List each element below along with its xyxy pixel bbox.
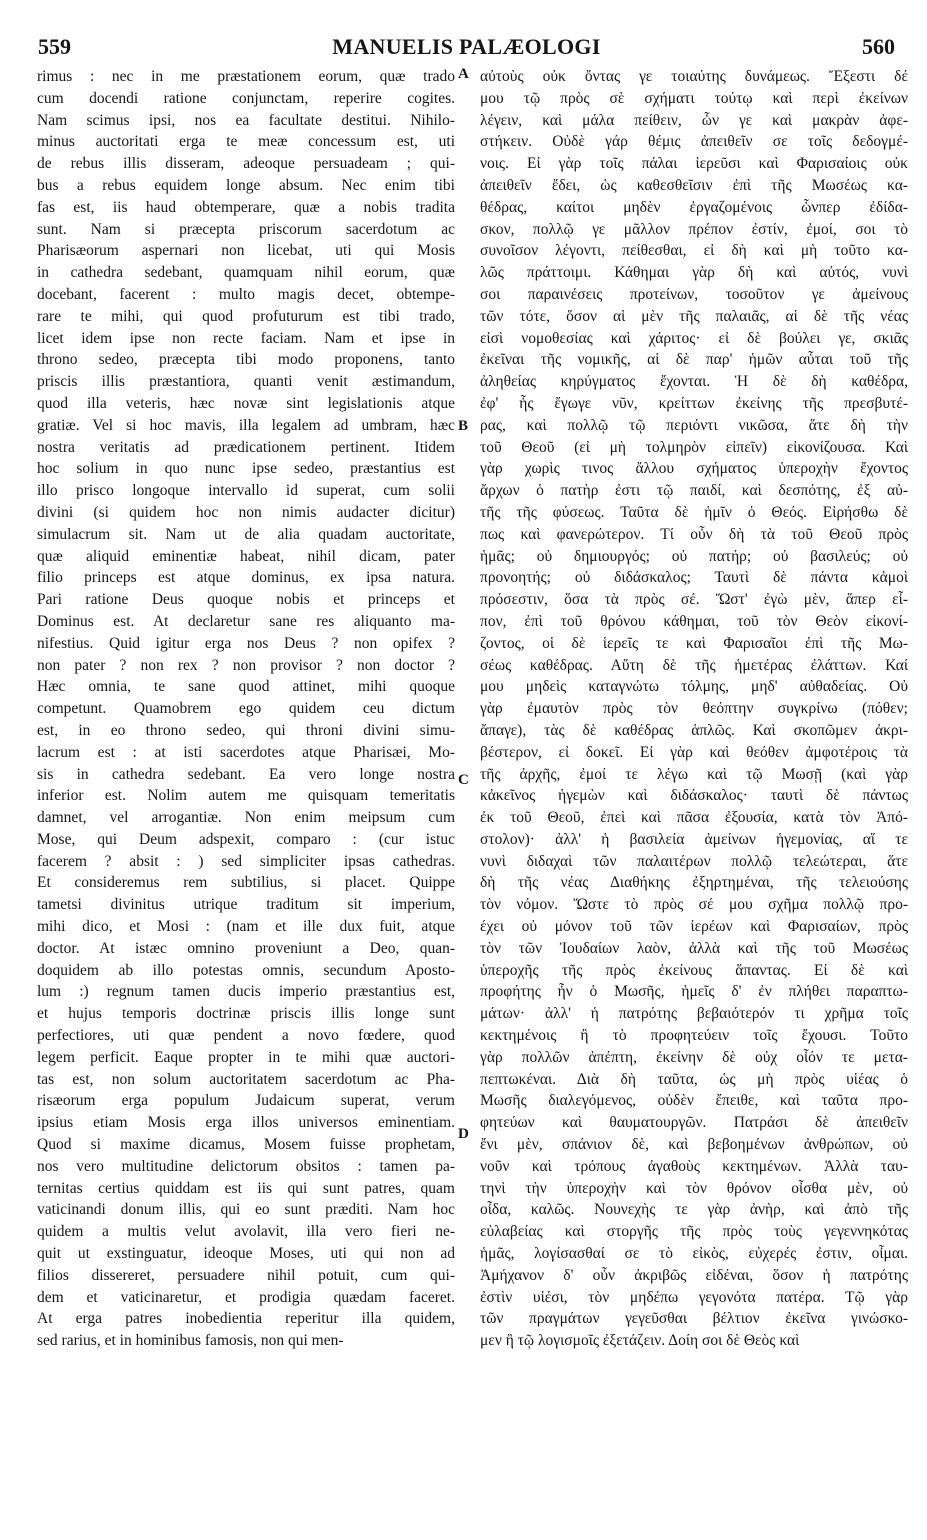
latin-text-line: quit ut exstinguatur, ideoque Moses, uti qui non ad bbox=[37, 1245, 455, 1263]
latin-text-line: priscis illis præstantiora, quanti venit æstimandum, bbox=[37, 373, 455, 391]
margin-marker-d: D bbox=[458, 1126, 469, 1142]
greek-text-line: ζοντος, οἱ δὲ ἱερεῖς τε καὶ Φαρισαῖοι ἐπὶ τῆς Μω- bbox=[480, 634, 908, 652]
greek-text-line: τὸν τῶν Ἰουδαίων λαὸν, ἀλλὰ καὶ τῆς τοῦ Μωσέως bbox=[480, 939, 908, 957]
latin-text-line: simulacrum sit. Nam ut de alia quadam auctoritate, bbox=[37, 525, 455, 543]
latin-text-line: sed rarius, et in hominibus famosis, non qui men- bbox=[37, 1332, 344, 1350]
latin-text-line: doquidem ab illo potestas omnis, secundum Aposto- bbox=[37, 961, 455, 979]
latin-text-line: facerem ? absit : ) sed simpliciter ipsas cathedras. bbox=[37, 852, 455, 870]
greek-text-line: σοι παραινέσεις προτείνων, τοσοῦτον γε ἀμείνους bbox=[480, 285, 908, 303]
greek-text-line: μάτων· ἀλλ' ἡ πατρότης βεβαιότερόν τι χρῆμα τοῖς bbox=[480, 1005, 908, 1023]
greek-text-line: βέστερον, εἰ δοκεῖ. Εἰ γὰρ καὶ θεόθεν ἀμφοτέροις τὰ bbox=[480, 743, 908, 761]
greek-text-line: ἐστὶν υἱέσι, τὸν μηδέπω γεγονότα πατέρα. Τῷ γὰρ bbox=[480, 1288, 908, 1306]
latin-text-line: filios dissereret, persuadere nihil potuit, cum qui- bbox=[37, 1266, 455, 1284]
greek-text-line: πως καὶ φανερώτερον. Τί οὖν δὴ τὰ τοῦ Θεοῦ πρὸς bbox=[480, 525, 908, 543]
greek-text-line: πον, ἐπὶ τοῦ θρόνου κάθημαι, τοῦ τὸν Θεὸν εἰκονί- bbox=[480, 612, 908, 630]
latin-text-line: mihi dico, et Mosi : (nam et ille dux fuit, atque bbox=[37, 918, 455, 936]
greek-text-line: ἐκεῖναι τῆς νομικῆς, αἱ δὲ παρ' ἡμῶν αὗται τοῦ τῆς bbox=[480, 351, 908, 369]
greek-text-line: γὰρ ἐμαυτὸν πρὸς τὸν θεόπτην συγκρίνω (πόθεν; bbox=[480, 700, 908, 718]
latin-text-line: Quod si maxime dicamus, Mosem fuisse prophetam, bbox=[37, 1136, 455, 1154]
latin-text-line: quidem a multis velut avolavit, illa vero fieri ne- bbox=[37, 1223, 455, 1241]
latin-text-line: rimus : nec in me præstationem eorum, quæ trado bbox=[37, 68, 455, 85]
page-number-left: 559 bbox=[38, 34, 71, 59]
greek-text-line: εἰσὶ νομοθεσίας καὶ χάριτος· εἰ δὲ βούλει γε, σκιᾶς bbox=[480, 329, 908, 347]
greek-text-line: οἶδα, καλῶς. Νουνεχὴς τε γὰρ ἀνὴρ, καὶ ἀπὸ τῆς bbox=[480, 1201, 908, 1219]
latin-text-line: dem et vaticinaretur, et prodigia quædam faceret. bbox=[37, 1288, 455, 1306]
latin-text-line: hoc solium in quo nunc ipse sedeo, præstantius est bbox=[37, 460, 455, 478]
latin-text-line: nos vero multitudine delictorum obsitos : tamen pa- bbox=[37, 1157, 455, 1175]
latin-text-line: ipsius etiam Mosis erga illos universos eminentiam. bbox=[37, 1114, 455, 1132]
greek-text-line: τὸν νόμον. Ὥστε τὸ πρὸς σέ μου σχῆμα πολλῷ προ- bbox=[480, 896, 908, 914]
greek-text-line: ἔνι μὲν, σπάνιον δὲ, καὶ βεβοημένων ἀνθρώπων, οὐ bbox=[480, 1136, 908, 1154]
latin-text-line: legem perficit. Eaque propter in te mihi quæ auctori- bbox=[37, 1048, 455, 1066]
greek-text-line: ἄρχων ὁ πατὴρ ἐστι τῷ παιδί, καὶ δεσπότης, ἐξ αὐ- bbox=[480, 482, 908, 500]
latin-text-line: fas est, iis haud obtemperare, quæ a nobis tradita bbox=[37, 198, 455, 216]
latin-text-line: de rebus illis disseram, adeoque persuadeam ; qui- bbox=[37, 155, 455, 173]
latin-text-line: risæorum erga populum Judaicum superat, verum bbox=[37, 1092, 455, 1110]
greek-text-line: τῶν τότε, ὅσον αἱ μὲν τῆς παλαιᾶς, αἱ δὲ τῆς νέας bbox=[480, 307, 908, 325]
latin-text-line: Nam scimus ipsi, nos ea facultate destitui. Nihilo- bbox=[37, 111, 455, 129]
latin-text-line: Pharisæorum aspernari non licebat, uti qui Mosis bbox=[37, 242, 455, 260]
greek-text-line: ἄπαγε), τὰς δὲ καθέδρας ἁπλῶς. Καὶ σκοπῶμεν ἀκρι- bbox=[480, 721, 908, 739]
latin-text-line: gratiæ. Vel si hoc mavis, illa legalem ad umbram, hæc bbox=[37, 416, 455, 434]
latin-text-line: sis in cathedra sedebant. Ea vero longe nostra bbox=[37, 765, 455, 783]
latin-text-line: in cathedra sedebant, quamquam nihil eorum, quæ bbox=[37, 264, 455, 282]
latin-text-line: Dominus est. At declaretur sane res aliquanto ma- bbox=[37, 612, 455, 630]
greek-text-line: στολον)· ἀλλ' ἡ βασιλεία ἀμείνων ἡγεμονίας, αἵ τε bbox=[480, 830, 908, 848]
greek-text-line: Ἀμήχανον δ' οὖν ἀκριβῶς εἰδέναι, ὅσον ἡ πατρότης bbox=[480, 1266, 908, 1284]
margin-marker-b: B bbox=[458, 418, 469, 434]
latin-text-line: licet idem ipse non recte faciam. Nam et ipse in bbox=[37, 329, 455, 347]
latin-text-line: docebant, facerent : multo magis decet, obtempe- bbox=[37, 285, 455, 303]
latin-text-line: At erga patres inobedientia reperitur illa quidem, bbox=[37, 1310, 455, 1328]
greek-text-line: κἀκεῖνος ἡγεμὼν καὶ διδάσκαλος· ταυτὶ δὲ πάντως bbox=[480, 787, 908, 805]
margin-marker-c: C bbox=[458, 772, 469, 788]
latin-text-line: quæ aliquid eminentiæ habeat, nihil dicam, pater bbox=[37, 547, 455, 565]
latin-text-line: filio princeps est atque dominus, ex ipsa natura. bbox=[37, 569, 455, 587]
latin-text-line: damnet, vel arrogantiæ. Non enim meipsum cum bbox=[37, 809, 455, 827]
latin-text-line: competunt. Quamobrem ego quidem ceu dictum bbox=[37, 700, 455, 718]
greek-text-line: ὑπεροχῆς τῆς πρὸς ἐκείνους ἅπαντας. Εἰ δὲ καὶ bbox=[480, 961, 908, 979]
latin-text-line: lacrum est : at isti sacerdotes atque Pharisæi, Mo- bbox=[37, 743, 455, 761]
greek-text-line: ρας, καὶ πολλῷ τῷ περιόντι νικῶσα, ἅτε δὴ τὴν bbox=[480, 416, 908, 434]
greek-text-line: έχει οὐ μόνον τοῦ τῶν ἱερέων καὶ Φαρισαίων, πρὸς bbox=[480, 918, 908, 936]
latin-text-line: vaticinandi donum illis, qui eo sunt præditi. Nam hoc bbox=[37, 1201, 455, 1219]
greek-text-line: δὴ τῆς νέας Διαθήκης ἐξηρτημέναι, τῆς τελειούσης bbox=[480, 874, 908, 892]
latin-text-line: inferior est. Nolim autem me quisquam temeritatis bbox=[37, 787, 455, 805]
greek-text-line: τηνὶ τὴν ὑπεροχὴν καὶ τὸν θρόνον οἶσθα μὲν, οὐ bbox=[480, 1179, 908, 1197]
greek-text-line: νοῦν καὶ τρόπους ἀγαθοὺς κεκτημένων. Ἀλλὰ ταυ- bbox=[480, 1157, 908, 1175]
latin-text-line: doctor. At istæc omnino proveniunt a Deo, quan- bbox=[37, 939, 455, 957]
greek-text-line: θέδρας, καίτοι μηδὲν ἐργαζομένοις ὧνπερ ἐδίδα- bbox=[480, 198, 908, 216]
greek-text-line: ἐφ' ἧς ἔγωγε νῦν, κρείττων ἐκείνης τῆς πρεσβυτέ- bbox=[480, 394, 908, 412]
latin-text-line: ternitas certius quiddam est iis qui sunt patres, quam bbox=[37, 1179, 455, 1197]
latin-text-line: rare te mihi, qui quod profuturum est tibi trado, bbox=[37, 307, 455, 325]
latin-text-line: et hujus temporis doctrinæ priscis illis longe sunt bbox=[37, 1005, 455, 1023]
greek-text-line: πρόσεστιν, ὅσα τὰ πρὸς σέ. Ὥστ' ἐγὼ μὲν, ἅπερ εἶ- bbox=[480, 591, 908, 609]
greek-text-line: ἀπειθεῖν ἔδει, ὡς καθεσθεῖσιν ἐπὶ τῆς Μωσέως κα- bbox=[480, 176, 908, 194]
latin-text-line: Pari ratione Deus quoque nobis et princeps et bbox=[37, 591, 455, 609]
latin-text-line: non pater ? non rex ? non provisor ? non doctor ? bbox=[37, 656, 455, 674]
latin-text-line: est, in eo throno sedeo, qui throni divini simu- bbox=[37, 721, 455, 739]
greek-text-line: εὐλαβείας καὶ στοργῆς τῆς πρὸς τοὺς γεγεννηκότας bbox=[480, 1223, 908, 1241]
latin-text-line: cum docendi ratione conjunctam, reperire cogites. bbox=[37, 89, 455, 107]
greek-text-line: νοις. Εἰ γὰρ τοῖς πάλαι ἱερεῦσι καὶ Φαρισαίοις οὐκ bbox=[480, 155, 908, 173]
latin-text-line: Et consideremus rem subtilius, si placet. Quippe bbox=[37, 874, 455, 892]
greek-text-line: ἡμᾶς, λογίσασθαί σε τὸ εἰκὸς, εὐχερές ἐστιν, οἶμαι. bbox=[480, 1245, 908, 1263]
latin-text-line: illo prisco longoque intervallo id superat, cum solii bbox=[37, 482, 455, 500]
greek-text-line: ἐκ τοῦ Θεοῦ, ἐπεὶ καὶ πᾶσα ἐξουσία, κατὰ τὸν Ἀπό- bbox=[480, 809, 908, 827]
greek-text-line: Μωσῆς διαλεγόμενος, οὐδὲν ἔπειθε, καὶ ταῦτα προ- bbox=[480, 1092, 908, 1110]
greek-text-line: τῶν πραγμάτων γεγεῦσθαι βέλτιον ἐκεῖνα γινώσκο- bbox=[480, 1310, 908, 1328]
latin-text-line: quod illa veteris, hæc novæ sint legislationis atque bbox=[37, 394, 455, 412]
greek-text-line: σκον, πολλῷ γε μᾶλλον πρέπον ἐστίν, ἐμοί, σοι τὸ bbox=[480, 220, 908, 238]
greek-column bbox=[480, 66, 908, 1352]
greek-text-line: φητεύων καὶ θαυματουργῶν. Πατράσι δὲ ἀπειθεῖν bbox=[480, 1114, 908, 1132]
latin-text-line: sunt. Nam si præcepta priscorum sacerdotum ac bbox=[37, 220, 455, 238]
latin-text-line: lum :) regnum tamen ducis imperio præstantius est, bbox=[37, 983, 455, 1001]
greek-text-line: προφήτης ἦν ὁ Μωσῆς, ἡμεῖς δ' ἐν πλήθει παραπτω- bbox=[480, 983, 908, 1001]
latin-text-line: nostra veritatis ad prædicationem pertinent. Itidem bbox=[37, 438, 455, 456]
greek-text-line: γὰρ πολλῶν ἀπέπτη, ἐκείνην δὲ οὐχ οἷόν τε μετα- bbox=[480, 1048, 908, 1066]
greek-text-line: μου μηδεὶς καταγνώτω τόλμης, μηδ' αὐθαδείας. Οὐ bbox=[480, 678, 908, 696]
latin-text-line: minus auctoritati erga te meæ concessum est, uti bbox=[37, 133, 455, 151]
greek-text-line: τοῦ Θεοῦ (εἰ μὴ τολμηρὸν εἰπεῖν) εἰκονίζουσα. Καὶ bbox=[480, 438, 908, 456]
latin-text-line: Hæc omnia, te sane quod attinet, mihi quoque bbox=[37, 678, 455, 696]
greek-text-line: λέγειν, καὶ μάλα πείθειν, ὧν γε καὶ μακρὰν ἀφε- bbox=[480, 111, 908, 129]
greek-text-line: τῆς ἀρχῆς, ἐμοί τε λέγω καὶ τῷ Μωσῇ (καὶ γὰρ bbox=[480, 765, 908, 783]
latin-text-line: perfectiores, uti quæ pendent a novo fœdere, quod bbox=[37, 1027, 455, 1045]
greek-text-line: πεπτωκέναι. Διὰ δὴ ταῦτα, ὡς μὴ πρὸς υἱέας ὁ bbox=[480, 1070, 908, 1088]
page-number-right: 560 bbox=[862, 34, 895, 59]
greek-text-line: ἡμᾶς; οὐ δημιουργός; οὐ πατήρ; οὐ βασιλεύς; οὐ bbox=[480, 547, 908, 565]
latin-text-line: tametsi divinitus utrique traditum sit imperium, bbox=[37, 896, 455, 914]
greek-text-line: τῆς τῆς φύσεως. Ταῦτα δὲ ἡμῖν ὁ Θεός. Εἰρήσθω δὲ bbox=[480, 503, 908, 521]
latin-text-line: bus a rebus equidem longe absum. Nec enim tibi bbox=[37, 176, 455, 194]
greek-text-line: ἀληθείας κηρύγματος ἔχονται. Ἡ δὲ δὴ καθέδρα, bbox=[480, 373, 908, 391]
margin-marker-a: A bbox=[458, 66, 469, 82]
latin-text-line: divini (si quidem hoc non nimis audacter dicitur) bbox=[37, 503, 455, 521]
latin-column bbox=[37, 66, 455, 1352]
greek-text-line: μου τῷ πρὸς σὲ σχήματι τούτῳ καὶ περὶ ἐκείνων bbox=[480, 89, 908, 107]
greek-text-line: λῶς πράττοιμι. Κάθημαι γὰρ δὴ καὶ αὐτός, νυνὶ bbox=[480, 264, 908, 282]
latin-text-line: throno sedeo, præcepta tibi modo proponens, tanto bbox=[37, 351, 455, 369]
greek-text-line: σέως καθέδρας. Αὕτη δὲ τῆς ἡμετέρας ἐλάττων. Καί bbox=[480, 656, 908, 674]
greek-text-line: μεν ἢ τῷ λογισμοῖς ἐξετάζειν. Δοίη σοι δὲ Θεὸς καὶ bbox=[480, 1332, 800, 1350]
latin-text-line: tas est, non solum auctoritatem sacerdotum ac Pha- bbox=[37, 1070, 455, 1088]
greek-text-line: κεκτημένοις ἢ τὸ προφητεύειν τοῖς ἔχουσι. Τοῦτο bbox=[480, 1027, 908, 1045]
greek-text-line: αὐτοὺς οὐκ ὄντας γε τοιαύτης δυνάμεως. Ἔξεστι δέ bbox=[480, 68, 908, 85]
greek-text-line: προνοητής; οὐ διδάσκαλος; Ταυτὶ δὲ πάντα κἀμοὶ bbox=[480, 569, 908, 587]
greek-text-line: συνοῖσον λέγοντι, πείθεσθαι, εἰ δὴ καὶ μὴ τοῦτο κα- bbox=[480, 242, 908, 260]
running-title: MANUELIS PALÆOLOGI bbox=[332, 34, 601, 59]
greek-text-line: γὰρ χωρὶς τινος ἄλλου σχήματος ὑπεροχὴν ἔχοντος bbox=[480, 460, 908, 478]
latin-text-line: nifestius. Quid igitur erga nos Deus ? non opifex ? bbox=[37, 634, 455, 652]
greek-text-line: στήκειν. Οὐδὲ γάρ θέμις ἀπειθεῖν σε τοῖς δεδογμέ- bbox=[480, 133, 908, 151]
latin-text-line: Mose, qui Deum adspexit, comparo : (cur istuc bbox=[37, 830, 455, 848]
page-header bbox=[28, 26, 905, 66]
greek-text-line: νυνὶ διδαχαὶ τῶν παλαιτέρων πολλῷ τελεώτεραι, ἅτε bbox=[480, 852, 908, 870]
